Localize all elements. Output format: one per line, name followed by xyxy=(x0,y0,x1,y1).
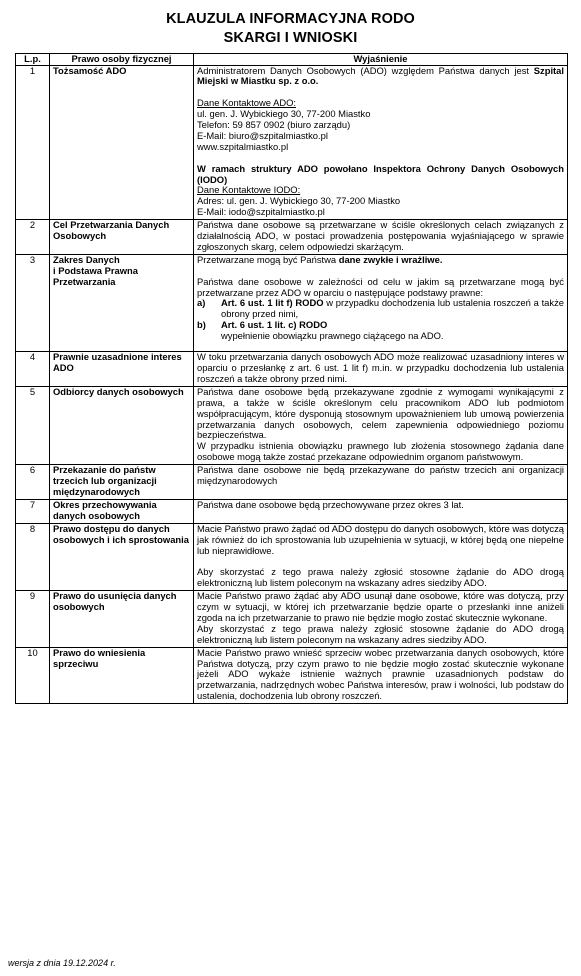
paragraph: Aby skorzystać z tego prawa należy zgłosić stosowne żądanie do ADO drogą elektroniczną lub listem poleconym na wskazany adres siedziby ADO. xyxy=(197,622,564,645)
iodo-address: Adres: ul. gen. J. Wybickiego 30, 77-200 Miastko xyxy=(197,195,401,207)
row-explanation xyxy=(194,386,568,464)
row-right-name: Odbiorcy danych osobowych xyxy=(50,386,194,464)
document-subtitle: SKARGI I WNIOSKI xyxy=(223,30,358,46)
table-row xyxy=(16,591,568,648)
iodo-contact-heading: Dane Kontaktowe IODO: xyxy=(197,184,301,196)
row-explanation: Macie Państwo prawo wnieść sprzeciw wobec przetwarzania danych osobowych, które Państwa dotyczą, przy czym prawo to nie będzie mogło zostać skutecznie wykonane jeżeli ADO wykaże istnienie ważnych prawnie uzasadnionych podstaw do przetwarzania, nadrzędnych wobec Państwa interesów, praw i wolności, lub podstaw do ustalenia, dochodzenia lub obrony roszczeń. xyxy=(194,647,568,704)
data-types: dane zwykłe i wrażliwe. xyxy=(338,253,443,265)
table-row xyxy=(16,386,568,464)
table-row xyxy=(16,220,568,255)
row-explanation: W toku przetwarzania danych osobowych ADO może realizować uzasadniony interes w oparciu o przesłankę z art. 6 ust. 1 lit f) m.in. w przypadku dochodzenia lub ustalenia roszczeń a także obrony przed nimi. xyxy=(194,352,568,387)
header-explanation: Wyjaśnienie xyxy=(194,54,568,66)
paragraph xyxy=(197,66,564,88)
row-number: 10 xyxy=(16,647,50,704)
row-right-name: Prawo do wniesienia sprzeciwu xyxy=(50,647,194,704)
right-line-2: i Podstawa Prawna Przetwarzania xyxy=(53,264,138,287)
table-row xyxy=(16,499,568,523)
paragraph: Aby skorzystać z tego prawa należy zgłosić stosowne żądanie do ADO drogą elektroniczną lub listem poleconym na wskazany adres siedziby ADO. xyxy=(197,566,564,589)
iodo-email: E-Mail: iodo@szpitalmiastko.pl xyxy=(197,206,325,218)
list-item-text: wypełnienie obowiązku prawnego ciążącego na ADO. xyxy=(221,330,444,342)
row-explanation: Państwa dane osobowe będą przechowywane przez okres 3 lat. xyxy=(194,499,568,523)
table-header-row xyxy=(16,54,568,66)
table-row xyxy=(16,352,568,387)
row-number: 6 xyxy=(16,465,50,500)
row-right-name: Prawnie uzasadnione interes ADO xyxy=(50,352,194,387)
table-row xyxy=(16,523,568,590)
rodo-table xyxy=(15,53,568,704)
table-row xyxy=(16,65,568,220)
table-row xyxy=(16,254,568,351)
row-explanation: Państwa dane osobowe nie będą przekazywane do państw trzecich ani organizacji międzynarodowych xyxy=(194,465,568,500)
paragraph: Macie Państwo prawo żądać aby ADO usunął dane osobowe, które was dotyczą, przy czym w sytuacji, w której ich przetwarzanie będzie oparte o przesłanki inne aniżeli zgoda na ich przetwarzanie to prawo nie będzie mogło zostać skutecznie wykonane. xyxy=(197,590,564,623)
header-right: Prawo osoby fizycznej xyxy=(50,54,194,66)
row-number: 2 xyxy=(16,220,50,255)
paragraph: W przypadku istnienia obowiązku prawnego lub złożenia stosownego żądania dane osobowe mogą także zostać przekazane odpowiednim organom państwowym. xyxy=(197,440,564,463)
row-right-name: Przekazanie do państw trzecich lub organizacji międzynarodowych xyxy=(50,465,194,500)
paragraph xyxy=(197,255,564,266)
list-marker: b) xyxy=(197,319,206,331)
row-number: 4 xyxy=(16,352,50,387)
list-marker: a) xyxy=(197,297,206,309)
row-right-name: Prawo do usunięcia danych osobowych xyxy=(50,591,194,648)
right-line-1: Zakres Danych xyxy=(53,253,120,265)
contact-heading: Dane Kontaktowe ADO: xyxy=(197,97,297,109)
row-explanation xyxy=(194,523,568,590)
row-explanation: Państwa dane osobowe są przetwarzane w ściśle określonych celach związanych z działalnością ADO, w postaci prowadzenia postępowania wyjaśniającego w sprawie zgłoszonych skarg, celem odpowiedzi skarżącym. xyxy=(194,220,568,255)
iodo-statement: W ramach struktury ADO powołano Inspektora Ochrony Danych Osobowych (IODO) xyxy=(197,162,564,185)
email: E-Mail: biuro@szpitalmiastko.pl xyxy=(197,129,328,141)
paragraph: Państwa dane osobowe będą przekazywane zgodnie z wymogami wynikającymi z prawa, a także w ściśle określonym celu pracownikom ADO lub podmiotom współpracującym, które dysponują stosownym upoważnieniem lub umową powierzenia przetwarzania danych osobowych, celem zapewnienia odpowiedniego poziomu bezpieczeństwa. xyxy=(197,385,564,441)
row-right-name: Tożsamość ADO xyxy=(50,65,194,220)
row-right-name: Cel Przetwarzania Danych Osobowych xyxy=(50,220,194,255)
paragraph: Macie Państwo prawo żądać od ADO dostępu do danych osobowych, które was dotyczą jak również do ich sprostowania lub uzupełnienia w sytuacji, w której będą one niepełne lub nieprawidłowe. xyxy=(197,522,564,556)
row-explanation xyxy=(194,254,568,351)
legal-basis: Art. 6 ust. 1 lit f) RODO xyxy=(221,297,324,309)
row-number: 9 xyxy=(16,591,50,648)
row-number: 7 xyxy=(16,499,50,523)
row-explanation xyxy=(194,65,568,220)
document-title: KLAUZULA INFORMACYJNA RODO xyxy=(166,11,415,27)
header-lp: L.p. xyxy=(16,54,50,66)
address: ul. gen. J. Wybickiego 30, 77-200 Miastko xyxy=(197,108,371,120)
table-row xyxy=(16,647,568,704)
text: Administratorem Danych Osobowych (ADO) względem Państwa danych jest xyxy=(197,64,534,76)
text: Przetwarzane mogą być Państwa xyxy=(197,253,339,265)
row-number: 1 xyxy=(16,65,50,220)
row-number: 5 xyxy=(16,386,50,464)
row-number: 8 xyxy=(16,523,50,590)
list-item xyxy=(197,298,564,320)
table-row xyxy=(16,465,568,500)
row-right-name: Okres przechowywania danych osobowych xyxy=(50,499,194,523)
row-explanation xyxy=(194,591,568,648)
text: w przypadku dochodzenia lub ustalenia roszczeń a także obrony przed nimi, xyxy=(221,297,564,320)
row-number: 3 xyxy=(16,254,50,351)
row-right-name xyxy=(50,254,194,351)
version-footer: wersja z dnia 19.12.2024 r. xyxy=(8,958,116,968)
row-right-name: Prawo dostępu do danych osobowych i ich sprostowania xyxy=(50,523,194,590)
phone: Telefon: 59 857 0902 (biuro zarządu) xyxy=(197,119,351,131)
hospital-name: Szpital Miejski w Miastku sp. z o.o. xyxy=(197,64,564,87)
website: www.szpitalmiastko.pl xyxy=(197,140,289,152)
paragraph: Państwa dane osobowe w zależności od celu w jakim są przetwarzane mogą być przetwarzane przez ADO w oparciu o następujące podstawy prawne: xyxy=(197,275,564,298)
legal-basis: Art. 6 ust. 1 lit. c) RODO xyxy=(221,319,328,331)
